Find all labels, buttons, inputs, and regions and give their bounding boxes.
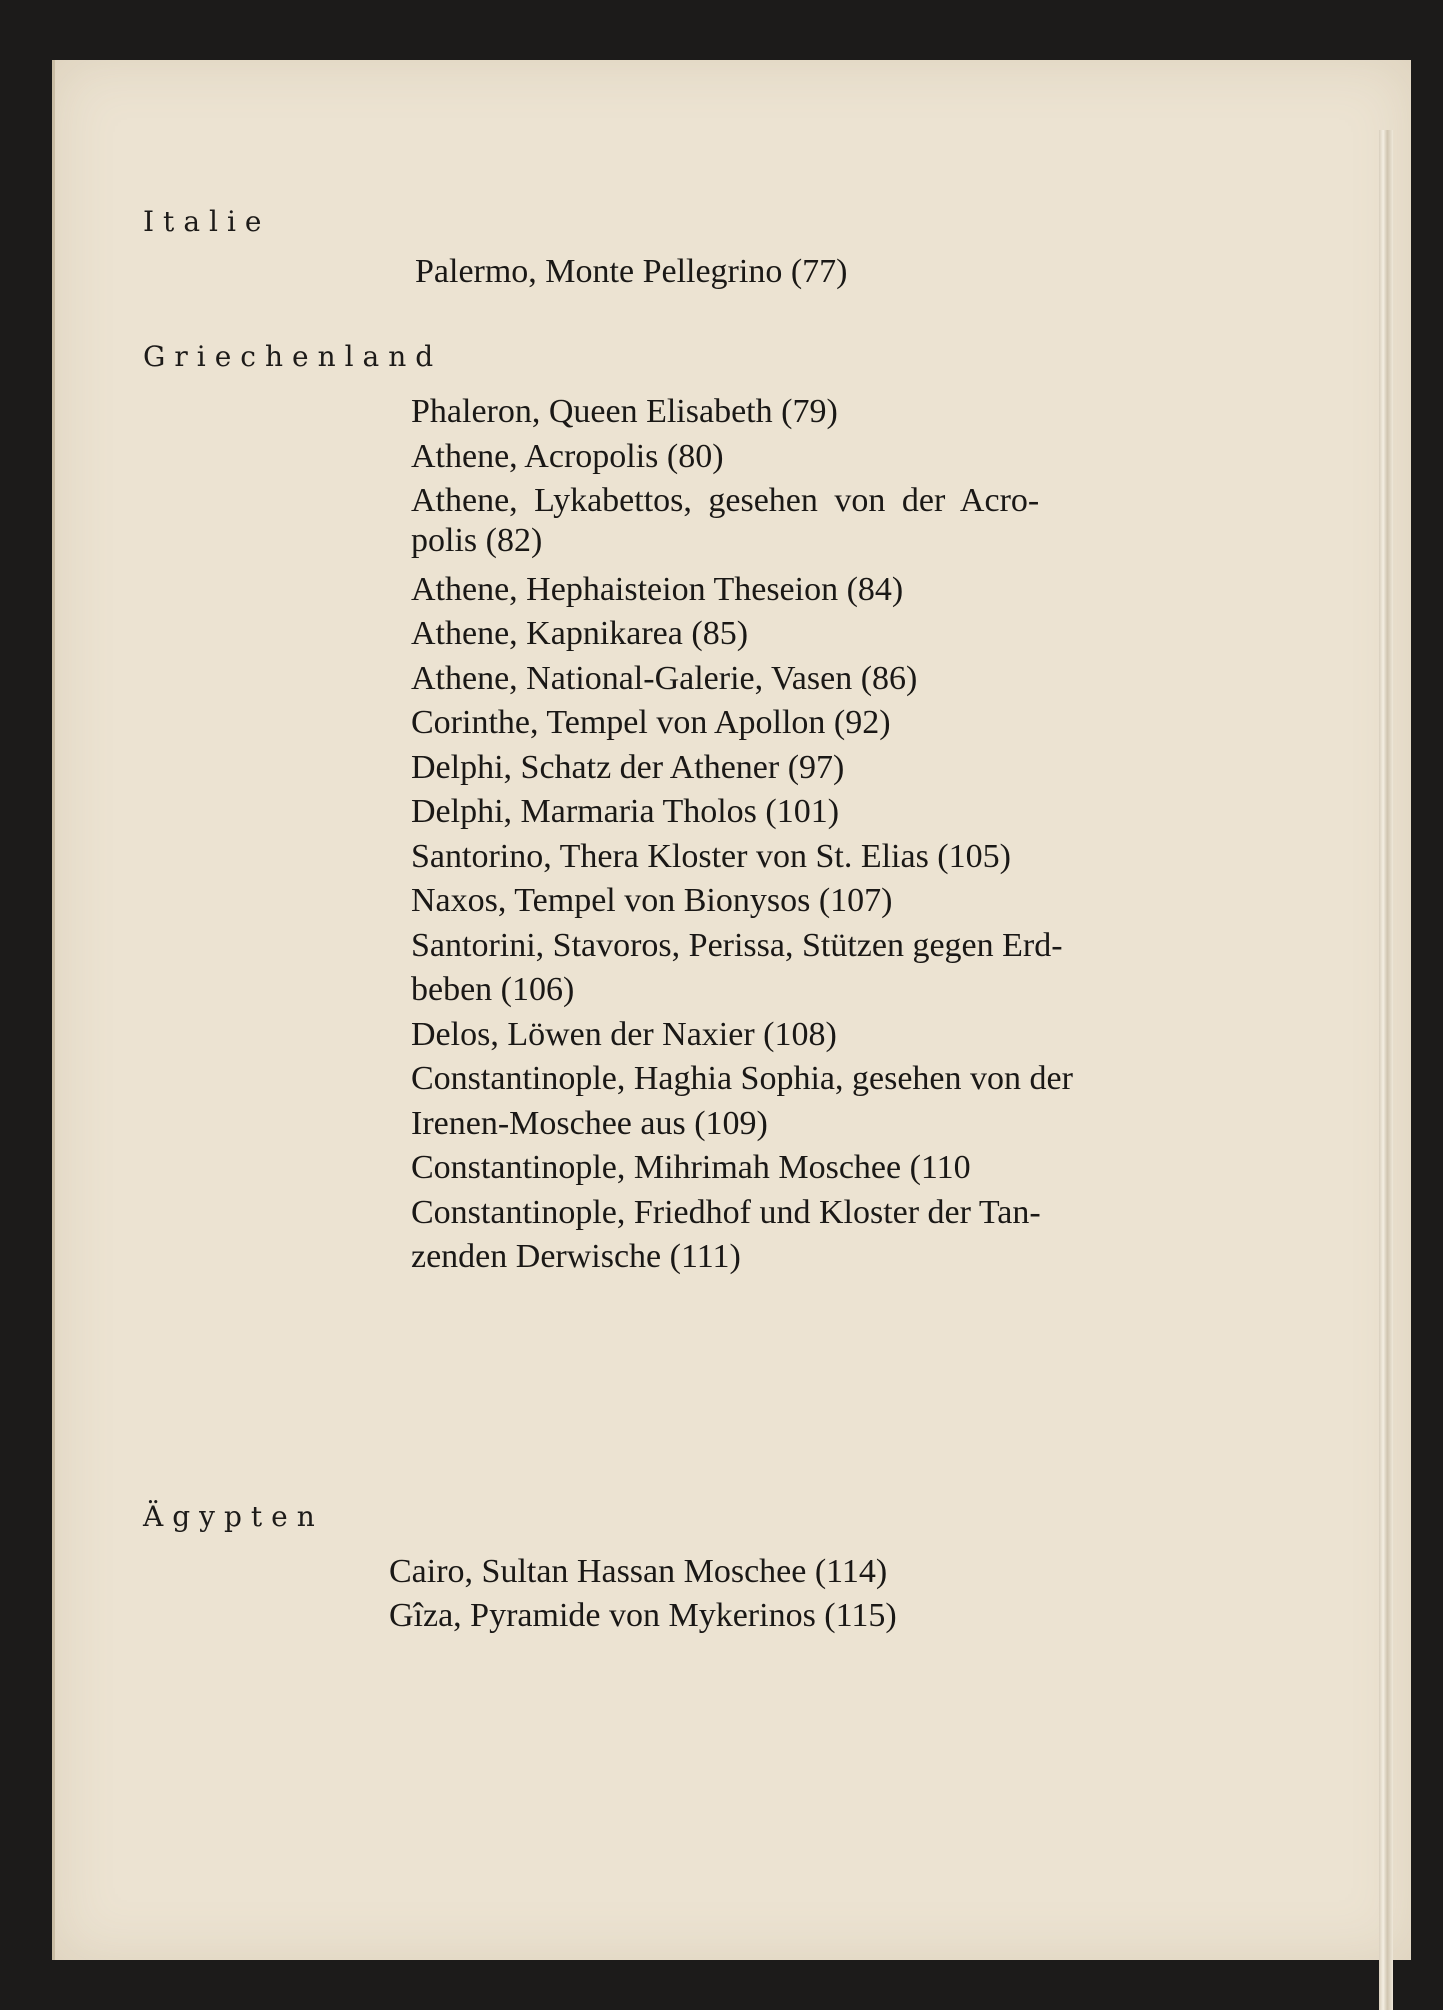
entry: Athene, Lykabettos, gesehen von der Acro- [411,482,1040,519]
book-page [52,60,1411,1960]
entry: Delphi, Schatz der Athener (97) [411,748,845,786]
entry: Cairo, Sultan Hassan Moschee (114) [389,1553,888,1590]
entry: Athene, Hephaisteion Theseion (84) [411,570,904,608]
entry: beben (106) [411,971,575,1008]
section-heading-griechenland: Griechenland [143,340,443,373]
entry: Irenen-Moschee aus (109) [411,1104,768,1142]
entry: Phaleron, Queen Elisabeth (79) [411,393,838,430]
entry: Palermo, Monte Pellegrino (77) [415,253,848,290]
entry: Athene, National-Galerie, Vasen (86) [411,659,918,697]
section-heading-italie: Italie [143,205,271,238]
entry: Constantinople, Friedhof und Kloster der Tan- [411,1193,1041,1231]
section-italie-entries [415,250,847,294]
entry: Naxos, Tempel von Bionysos (107) [411,882,893,919]
entry: Corinthe, Tempel von Apollon (92) [411,704,891,741]
entry: Athene, Acropolis (80) [411,437,724,475]
entry: Constantinople, Mihrimah Moschee (110 [411,1149,971,1186]
entry: Athene, Kapnikarea (85) [411,615,749,652]
entry: zenden Derwische (111) [411,1238,741,1275]
section-griechenland-entries [411,390,1073,1280]
section-heading-aegypten: Ägypten [143,1500,324,1533]
section-aegypten-entries [389,1550,897,1638]
entry: Gîza, Pyramide von Mykerinos (115) [389,1597,897,1634]
entry: Delphi, Marmaria Tholos (101) [411,793,840,830]
page-content [55,60,1411,1960]
entry: Delos, Löwen der Naxier (108) [411,1015,837,1053]
entry: polis (82) [411,521,543,559]
entry: Constantinople, Haghia Sophia, gesehen von der [411,1060,1073,1097]
entry: Santorini, Stavoros, Perissa, Stützen gegen Erd- [411,926,1063,964]
entry: Santorino, Thera Kloster von St. Elias (105) [411,837,1011,875]
